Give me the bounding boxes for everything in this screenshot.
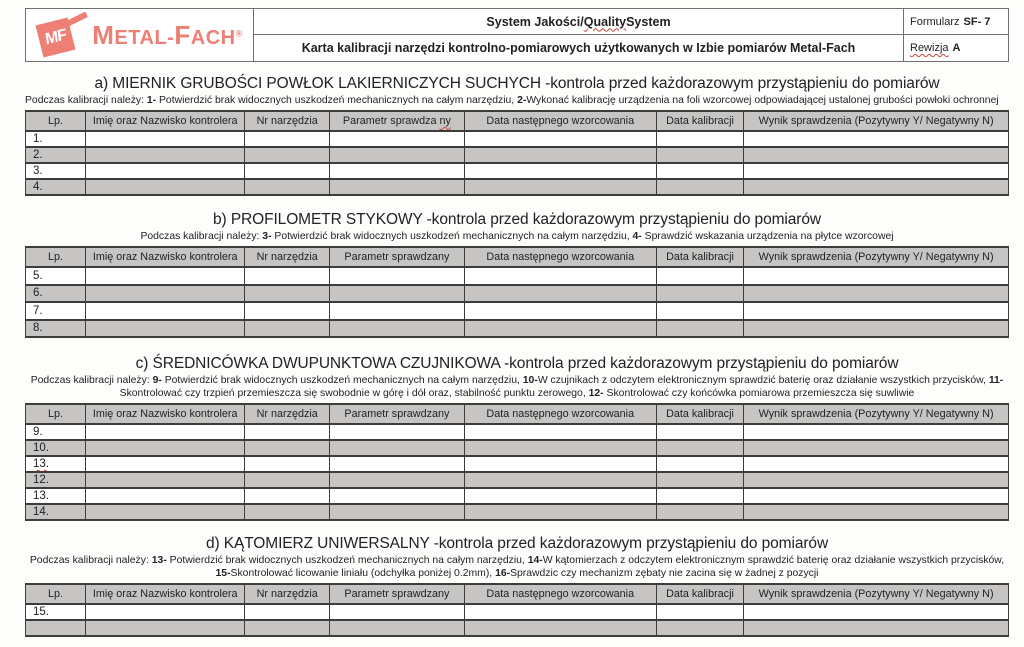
column-header (464, 404, 656, 424)
empty-cell (464, 456, 656, 472)
row-number-cell (26, 179, 86, 195)
empty-cell (245, 472, 330, 488)
row-number: 4. (33, 181, 43, 193)
empty-cell (744, 504, 1009, 520)
brand-letter: A (139, 27, 155, 49)
row-number: 5. (33, 269, 43, 282)
table-header-row (26, 111, 1009, 131)
section-title: c) ŚREDNICÓWKA DWUPUNKTOWA CZUJNIKOWA -kontrola przed każdorazowym przystąpieniu do pomiarów (135, 355, 899, 372)
table-row (26, 456, 1009, 472)
text-segment: Imię oraz Nazwisko kontrolera (92, 251, 238, 263)
table-row (26, 320, 1009, 338)
empty-cell (330, 147, 465, 163)
table-row (26, 424, 1009, 440)
calibration-instructions (25, 94, 1009, 107)
calibration-instructions (25, 230, 1009, 243)
empty-cell (744, 472, 1009, 488)
empty-cell (245, 488, 330, 504)
mf-logo-icon (36, 13, 84, 57)
row-number-cell (26, 302, 86, 320)
row-number: 13. (33, 490, 49, 502)
text-segment: Nr narzędzia (256, 408, 318, 420)
empty-cell (86, 163, 245, 179)
row-number-cell (26, 285, 86, 303)
row-number: 1. (33, 133, 43, 145)
section-c (25, 354, 1009, 521)
text-segment: Skontrolować czy trzpień przemieszcza się swobodnie w górę i dół oraz, stabilność punktu zerowego, (119, 388, 589, 399)
text-segment: Wynik sprawdzenia (Pozytywny Y/ Negatywny N) (758, 408, 994, 420)
column-header (464, 584, 656, 604)
text-segment: Parametr sprawdzany (344, 251, 450, 263)
metal-fach-logo (36, 13, 242, 57)
empty-cell (656, 504, 744, 520)
brand-letters (92, 20, 236, 50)
empty-cell (656, 163, 744, 179)
empty-cell (744, 285, 1009, 303)
empty-cell (656, 147, 744, 163)
text-segment: Wynik sprawdzenia (Pozytywny Y/ Negatywny N) (758, 251, 994, 263)
empty-cell (330, 440, 465, 456)
text-segment: 3- (262, 231, 272, 242)
row-number-cell (26, 620, 86, 636)
row-number-cell (26, 424, 86, 440)
empty-cell (330, 620, 465, 636)
column-header (744, 111, 1009, 131)
table-row (26, 472, 1009, 488)
section-title: a) MIERNIK GRUBOŚCI POWŁOK LAKIERNICZYCH SUCHYCH -kontrola przed każdorazowym przystąpieniu do pomiarów (94, 75, 940, 92)
column-header (245, 404, 330, 424)
revision-value: A (952, 42, 961, 54)
empty-cell (245, 163, 330, 179)
empty-cell (330, 285, 465, 303)
column-header (245, 247, 330, 267)
brand-letter: M (92, 20, 115, 50)
text-segment: Parametr sprawdzany (344, 588, 450, 600)
text-segment: Data kalibracji (666, 408, 734, 420)
empty-cell (744, 620, 1009, 636)
text-segment: Imię oraz Nazwisko kontrolera (92, 408, 238, 420)
column-header (26, 404, 86, 424)
empty-cell (464, 424, 656, 440)
empty-cell (86, 131, 245, 147)
column-header (656, 247, 744, 267)
row-number: 6. (33, 287, 43, 300)
logo-cell (26, 9, 254, 61)
text-segment: Imię oraz Nazwisko kontrolera (92, 588, 238, 600)
row-number: 12. (33, 474, 49, 486)
column-header (656, 404, 744, 424)
table-header-row (26, 404, 1009, 424)
column-header (744, 404, 1009, 424)
empty-cell (744, 267, 1009, 285)
row-number: 15. (33, 606, 49, 618)
table-header-row (26, 584, 1009, 604)
table-row (26, 488, 1009, 504)
text-segment: W czujnikach z odczytem elektronicznym sprawdzić baterię oraz działanie wszystkich przycisków, (537, 375, 989, 386)
section-title: b) PROFILOMETR STYKOWY -kontrola przed każdorazowym przystąpieniu do pomiarów (213, 211, 821, 228)
text-segment: Lp. (48, 115, 64, 127)
empty-cell (464, 267, 656, 285)
empty-cell (464, 440, 656, 456)
empty-cell (656, 302, 744, 320)
empty-cell (245, 456, 330, 472)
table-row (26, 504, 1009, 520)
empty-cell (86, 285, 245, 303)
column-header (656, 584, 744, 604)
empty-cell (245, 620, 330, 636)
row-number-cell (26, 504, 86, 520)
text-segment: Lp. (48, 408, 64, 420)
empty-cell (86, 179, 245, 195)
text-segment: 12- (588, 388, 604, 399)
empty-cell (464, 472, 656, 488)
text-segment: Potwierdzić brak widocznych uszkodzeń mechanicznych na całym narzędziu, (161, 375, 523, 386)
calibration-instructions (25, 554, 1009, 580)
column-header (744, 247, 1009, 267)
empty-cell (86, 488, 245, 504)
empty-cell (656, 488, 744, 504)
empty-cell (86, 504, 245, 520)
empty-cell (245, 604, 330, 620)
empty-cell (245, 320, 330, 338)
table-row (26, 604, 1009, 620)
table-row (26, 179, 1009, 195)
row-number: 8. (33, 322, 43, 335)
calibration-instructions (25, 374, 1009, 400)
empty-cell (744, 440, 1009, 456)
row-number-cell (26, 488, 86, 504)
row-number: 14. (33, 506, 49, 518)
brand-letter: C (205, 27, 221, 49)
text-segment: 16- (495, 568, 511, 579)
table-row (26, 302, 1009, 320)
table-row (26, 131, 1009, 147)
column-header (86, 404, 245, 424)
calibration-table-d (25, 583, 1009, 637)
row-number: 10. (33, 442, 49, 454)
empty-cell (245, 424, 330, 440)
brand-letter: L (154, 27, 168, 49)
brand-letter: T (128, 27, 140, 49)
calibration-table-c (25, 403, 1009, 521)
text-segment: Skontrolować czy końcówka pomiarowa przemieszcza się suwliwie (603, 388, 915, 399)
empty-cell (464, 320, 656, 338)
row-number: 9. (33, 426, 43, 438)
empty-cell (656, 320, 744, 338)
empty-cell (656, 267, 744, 285)
empty-cell (86, 267, 245, 285)
empty-cell (330, 267, 465, 285)
form-number (904, 9, 1008, 35)
empty-cell (744, 147, 1009, 163)
empty-cell (656, 472, 744, 488)
column-header (744, 584, 1009, 604)
text-segment: W kątomierzach z odczytem elektronicznym sprawdzić baterię oraz działanie wszystkich przycisków, (542, 555, 1005, 566)
empty-cell (86, 302, 245, 320)
sections-container (25, 62, 1009, 637)
text-segment: Sprawdzić wskazania urządzenia na płytce wzorcowej (641, 231, 894, 242)
row-number: 3. (33, 165, 43, 177)
form-code: SF- 7 (963, 15, 991, 28)
text-segment: System Jakości/ (486, 14, 584, 29)
text-segment: Potwierdzić brak widocznych uszkodzeń mechanicznych na całym narzędziu, (156, 95, 518, 106)
brand-name (92, 22, 242, 48)
text-segment: 1- (146, 95, 157, 106)
text-segment: Sprawdzic czy mechanizm zębaty nie zacina się w żadnej z pozycji (510, 568, 819, 579)
empty-cell (656, 285, 744, 303)
header-right-cell (904, 9, 1008, 61)
empty-cell (330, 472, 465, 488)
empty-cell (464, 285, 656, 303)
column-header (26, 584, 86, 604)
calibration-table-a (25, 110, 1009, 196)
text-segment: Nr narzędzia (256, 115, 318, 127)
empty-cell (86, 147, 245, 163)
brand-letter: F (174, 20, 191, 50)
empty-cell (464, 488, 656, 504)
text-segment: Lp. (48, 588, 64, 600)
empty-cell (464, 131, 656, 147)
row-number-cell (26, 440, 86, 456)
empty-cell (245, 179, 330, 195)
column-header (330, 584, 465, 604)
text-segment: System (626, 14, 671, 29)
revision (904, 35, 1008, 61)
empty-cell (245, 285, 330, 303)
text-segment: Parametr sprawdza (342, 115, 440, 127)
empty-cell (330, 488, 465, 504)
empty-cell (464, 504, 656, 520)
text-segment: Skontrolować licowanie liniału (odchyłka poniżej 0.2mm), (230, 568, 496, 579)
empty-cell (86, 620, 245, 636)
empty-cell (744, 424, 1009, 440)
text-segment: Parametr sprawdzany (344, 408, 450, 420)
text-segment: 2- (517, 95, 527, 106)
section-title: d) KĄTOMIERZ UNIWERSALNY -kontrola przed każdorazowym przystąpieniu do pomiarów (205, 535, 829, 552)
column-header (464, 247, 656, 267)
text-segment: Data następnego wzorcowania (486, 115, 635, 127)
text-segment: Podczas kalibracji należy: (140, 231, 263, 242)
empty-cell (330, 424, 465, 440)
empty-cell (656, 440, 744, 456)
brand-letter: A (190, 27, 206, 49)
quality-system-title (254, 9, 903, 35)
empty-cell (245, 147, 330, 163)
empty-cell (245, 267, 330, 285)
empty-cell (330, 504, 465, 520)
row-number-cell (26, 163, 86, 179)
empty-cell (656, 620, 744, 636)
column-header (464, 111, 656, 131)
empty-cell (464, 620, 656, 636)
empty-cell (330, 302, 465, 320)
text-segment: Data kalibracji (666, 115, 734, 127)
table-row (26, 440, 1009, 456)
empty-cell (245, 440, 330, 456)
row-number: 7. (33, 304, 43, 317)
empty-cell (86, 456, 245, 472)
text-segment: Data następnego wzorcowania (486, 588, 635, 600)
empty-cell (656, 456, 744, 472)
row-number-cell (26, 147, 86, 163)
text-segment: Lp. (48, 251, 64, 263)
empty-cell (744, 488, 1009, 504)
column-header (330, 404, 465, 424)
table-header-row (26, 247, 1009, 267)
empty-cell (86, 604, 245, 620)
row-number: 13. (33, 458, 49, 470)
text-segment: Wykonać kalibrację urządzenia na foli wzorcowej odpowiadającej ustalonej grubości powłoki ochronnej (526, 95, 999, 106)
table-row (26, 163, 1009, 179)
empty-cell (744, 131, 1009, 147)
empty-cell (744, 163, 1009, 179)
empty-cell (464, 604, 656, 620)
text-segment: Imię oraz Nazwisko kontrolera (92, 115, 238, 127)
empty-cell (330, 163, 465, 179)
table-row (26, 620, 1009, 636)
column-header (26, 247, 86, 267)
empty-cell (330, 131, 465, 147)
header-center-cell (254, 9, 904, 61)
revision-label: Rewizja (910, 42, 949, 54)
row-number-cell (26, 472, 86, 488)
section-a (25, 74, 1009, 196)
empty-cell (86, 440, 245, 456)
text-segment: Wynik sprawdzenia (Pozytywny Y/ Negatywny N) (758, 588, 994, 600)
empty-cell (86, 472, 245, 488)
column-header (330, 247, 465, 267)
text-segment: Podczas kalibracji należy: (25, 95, 147, 106)
table-row (26, 267, 1009, 285)
empty-cell (744, 179, 1009, 195)
text-segment: Data kalibracji (666, 588, 734, 600)
text-segment: Podczas kalibracji należy: (30, 375, 153, 386)
row-number-cell (26, 320, 86, 338)
empty-cell (744, 604, 1009, 620)
calibration-table-b (25, 246, 1009, 338)
misspelled-word: ny (439, 115, 451, 127)
row-number-cell (26, 131, 86, 147)
row-number-cell (26, 456, 86, 472)
form-label: Formularz (910, 15, 960, 28)
text-segment: 10- (522, 375, 538, 386)
empty-cell (245, 504, 330, 520)
column-header (330, 111, 465, 131)
empty-cell (86, 424, 245, 440)
empty-cell (330, 320, 465, 338)
document-title: Karta kalibracji narzędzi kontrolno-pomiarowych użytkowanych w Izbie pomiarów Metal-Fach (301, 41, 856, 55)
text-segment: 13- (151, 555, 167, 566)
empty-cell (656, 604, 744, 620)
text-segment: Nr narzędzia (256, 251, 318, 263)
table-row (26, 285, 1009, 303)
brand-letter: E (114, 27, 129, 49)
column-header (86, 247, 245, 267)
text-segment: Potwierdzić brak widocznych uszkodzeń mechanicznych na całym narzędziu, (166, 555, 528, 566)
registered-trademark-symbol: ® (235, 28, 243, 39)
text-segment: Data kalibracji (666, 251, 734, 263)
empty-cell (86, 320, 245, 338)
column-header (245, 111, 330, 131)
text-segment: Data następnego wzorcowania (486, 251, 635, 263)
empty-cell (245, 131, 330, 147)
empty-cell (464, 302, 656, 320)
empty-cell (744, 302, 1009, 320)
text-segment: 11- (988, 375, 1004, 386)
empty-cell (330, 179, 465, 195)
text-segment: Data następnego wzorcowania (486, 408, 635, 420)
empty-cell (330, 604, 465, 620)
text-segment: Potwierdzić brak widocznych uszkodzeń mechanicznych na całym narzędziu, (271, 231, 633, 242)
column-header (656, 111, 744, 131)
empty-cell (744, 320, 1009, 338)
misspelled-word: Quality (583, 14, 627, 29)
text-segment: 15- (215, 568, 231, 579)
brand-letter: H (220, 27, 236, 49)
column-header (86, 111, 245, 131)
text-segment: 4- (632, 231, 642, 242)
text-segment: 9- (152, 375, 162, 386)
empty-cell (330, 456, 465, 472)
document-header (25, 8, 1009, 62)
empty-cell (656, 179, 744, 195)
empty-cell (464, 163, 656, 179)
column-header (86, 584, 245, 604)
logo-monogram: MF (44, 25, 68, 49)
empty-cell (464, 147, 656, 163)
empty-cell (656, 131, 744, 147)
row-number-cell (26, 604, 86, 620)
table-row (26, 147, 1009, 163)
empty-cell (656, 424, 744, 440)
text-segment: Nr narzędzia (256, 588, 318, 600)
section-b (25, 210, 1009, 338)
column-header (245, 584, 330, 604)
text-segment: Wynik sprawdzenia (Pozytywny Y/ Negatywny N) (758, 115, 994, 127)
brand-letter: - (167, 27, 175, 49)
empty-cell (245, 302, 330, 320)
row-number-cell (26, 267, 86, 285)
column-header (26, 111, 86, 131)
row-number: 2. (33, 149, 43, 161)
empty-cell (464, 179, 656, 195)
empty-cell (744, 456, 1009, 472)
section-d (25, 534, 1009, 637)
text-segment: 14- (527, 555, 543, 566)
text-segment: Podczas kalibracji należy: (29, 555, 152, 566)
